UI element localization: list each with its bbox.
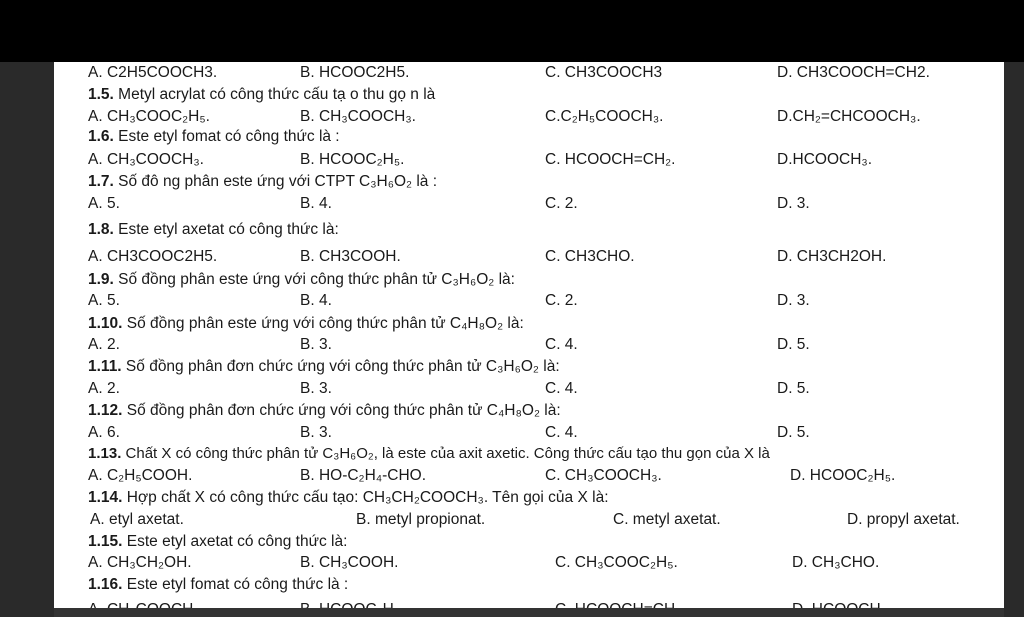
question-number: 1.13. (88, 445, 122, 462)
question-text: Este etyl fomat có công thức là : (113, 128, 340, 145)
option-a: A. etyl axetat. (90, 511, 184, 528)
options-1-7 (54, 193, 1004, 215)
question-number: 1.12. (88, 402, 123, 419)
option-a: A. C2H5COOCH3. (88, 64, 218, 81)
question-text: Số đồng phân este ứng với công thức phân tử C₃H₆O₂ là: (113, 271, 515, 288)
options-1-14 (54, 509, 1004, 531)
option-a: A. CH₃CH₂OH. (88, 554, 192, 571)
question-text: Este etyl axetat có công thức là: (122, 533, 348, 550)
question-1-8 (54, 219, 1004, 241)
options-1-11 (54, 378, 1004, 400)
question-text: Metyl acrylat có công thức cấu tạ o thu gọ n là (113, 86, 436, 103)
option-b: B. 4. (300, 195, 332, 212)
option-d: D. 5. (777, 424, 810, 441)
options-1-10 (54, 334, 1004, 356)
option-c: C. 4. (545, 424, 578, 441)
question-text: Hợp chất X có công thức cấu tạo: CH₃CH₂COOCH₃. Tên gọi của X là: (122, 489, 609, 506)
document-page (54, 62, 1004, 617)
options-1-5 (54, 106, 1004, 128)
options-1-13 (54, 465, 1004, 487)
question-number: 1.11. (88, 358, 122, 375)
question-text: Chất X có công thức phân tử C₃H₆O₂, là este của axit axetic. Công thức cấu tạo thu gọn của X là (121, 445, 770, 462)
option-b: B. CH3COOH. (300, 248, 401, 265)
option-b: B. HCOOC2H5. (300, 64, 410, 81)
option-d: D. 5. (777, 380, 810, 397)
question-number: 1.5. (88, 86, 114, 103)
question-1-9 (54, 269, 1004, 291)
option-d: D. CH3CH2OH. (777, 248, 887, 265)
option-a: A. 2. (88, 380, 120, 397)
question-1-16 (54, 574, 1004, 596)
question-number: 1.8. (88, 221, 114, 238)
option-d: D. HCOOC₂H₅. (790, 467, 896, 484)
options-1-9 (54, 290, 1004, 312)
option-c: C.C₂H₅COOCH₃. (545, 108, 664, 125)
options-row-top (54, 62, 1004, 84)
option-d: D. propyl axetat. (847, 511, 960, 528)
option-b: B. CH₃COOH. (300, 554, 399, 571)
question-text: Số đồng phân đơn chức ứng với công thức phân tử C₃H₆O₂ là: (121, 358, 560, 375)
question-1-12 (54, 400, 1004, 422)
question-number: 1.6. (88, 128, 114, 145)
option-b: B. HO-C₂H₄-CHO. (300, 467, 427, 484)
question-text: Số đồng phân đơn chức ứng với công thức phân tử C₄H₈O₂ là: (122, 402, 561, 419)
option-b: B. 3. (300, 424, 332, 441)
option-d: D. 3. (777, 292, 810, 309)
question-1-13 (54, 443, 1004, 465)
option-c: C. CH₃COOCH₃. (545, 467, 662, 484)
question-number: 1.14. (88, 489, 123, 506)
top-black-bar (0, 0, 1024, 62)
option-c: C. 4. (545, 380, 578, 397)
option-d: D.HCOOCH₃. (777, 151, 873, 168)
question-number: 1.16. (88, 576, 123, 593)
question-text: Este etyl axetat có công thức là: (113, 221, 339, 238)
option-d: D. 3. (777, 195, 810, 212)
question-1-6 (54, 126, 1004, 148)
question-text: Số đồng phân este ứng với công thức phân tử C₄H₈O₂ là: (122, 315, 524, 332)
option-b: B. CH₃COOCH₃. (300, 108, 416, 125)
option-a: A. CH₃COOC₂H₅. (88, 108, 210, 125)
question-number: 1.7. (88, 173, 114, 190)
question-text: Este etyl fomat có công thức là : (122, 576, 349, 593)
option-d: D. 5. (777, 336, 810, 353)
option-a: A. 2. (88, 336, 120, 353)
option-a: A. C₂H₅COOH. (88, 467, 193, 484)
option-d: D. CH₃CHO. (792, 554, 880, 571)
option-a: A. CH3COOC2H5. (88, 248, 218, 265)
option-a: A. 5. (88, 292, 120, 309)
option-b: B. metyl propionat. (356, 511, 486, 528)
option-d: D. CH3COOCH=CH2. (777, 64, 930, 81)
question-number: 1.9. (88, 271, 114, 288)
option-a: A. 5. (88, 195, 120, 212)
question-1-5 (54, 84, 1004, 106)
option-d: D.CH₂=CHCOOCH₃. (777, 108, 921, 125)
option-a: A. CH₃COOCH₃. (88, 151, 204, 168)
option-c: C. HCOOCH=CH₂. (545, 151, 676, 168)
option-a: A. 6. (88, 424, 120, 441)
question-1-10 (54, 313, 1004, 335)
options-1-15 (54, 552, 1004, 574)
question-number: 1.15. (88, 533, 123, 550)
option-b: B. HCOOC₂H₅. (300, 151, 405, 168)
option-c: C. metyl axetat. (613, 511, 721, 528)
question-1-14 (54, 487, 1004, 509)
options-1-12 (54, 422, 1004, 444)
option-b: B. 4. (300, 292, 332, 309)
option-c: C. 2. (545, 292, 578, 309)
option-c: C. CH₃COOC₂H₅. (555, 554, 678, 571)
options-1-6 (54, 149, 1004, 171)
question-1-7 (54, 171, 1004, 193)
option-b: B. 3. (300, 336, 332, 353)
option-c: C. CH3CHO. (545, 248, 635, 265)
option-c: C. 4. (545, 336, 578, 353)
question-number: 1.10. (88, 315, 123, 332)
option-c: C. 2. (545, 195, 578, 212)
options-1-8 (54, 246, 1004, 268)
question-text: Số đô ng phân este ứng với CTPT C₃H₆O₂ là : (113, 173, 438, 190)
option-c: C. CH3COOCH3 (545, 64, 663, 81)
question-1-15 (54, 531, 1004, 553)
question-1-11 (54, 356, 1004, 378)
bottom-crop-band (54, 608, 1004, 617)
option-b: B. 3. (300, 380, 332, 397)
